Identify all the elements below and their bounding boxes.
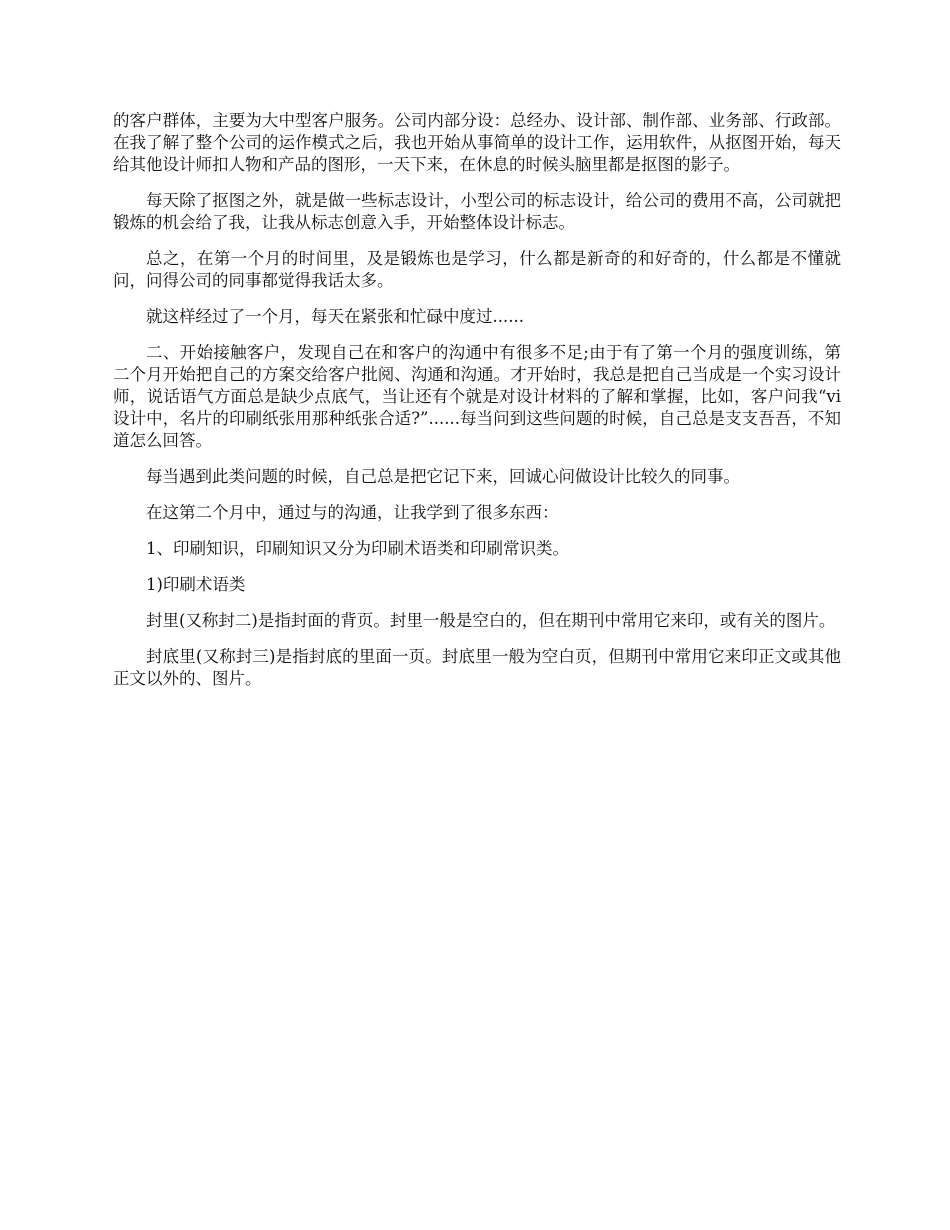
paragraph-3: 总之，在第一个月的时间里，及是锻炼也是学习，什么都是新奇的和好奇的，什么都是不懂就问，问得公司的同事都觉得我话太多。 (113, 249, 841, 290)
list-item-printing-knowledge: 1、印刷知识，印刷知识又分为印刷术语类和印刷常识类。 (146, 539, 569, 558)
paragraph-7: 在这第二个月中，通过与的沟通，让我学到了很多东西： (146, 503, 559, 522)
paragraph-5: 二、开始接触客户，发现自己在和客户的沟通中有很多不足;由于有了第一个月的强度训练，第二个月开始把自己的方案交给客户批阅、沟通和沟通。才开始时，我总是把自己当成是一个实习设计师，说话语气方面总是缺少点底气，当让还有个就是对设计材料的了解和掌握，比如，客户问我“vi设计中，名片的印刷纸张用那种纸张合适?”......每当问到这些问题的时候，自己总是支支吾吾，不知道怎么回答。 (113, 343, 841, 450)
paragraph-2: 每天除了抠图之外，就是做一些标志设计，小型公司的标志设计，给公司的费用不高，公司就把锻炼的机会给了我，让我从标志创意入手，开始整体设计标志。 (113, 191, 841, 232)
paragraph-inside-front-cover: 封里(又称封二)是指封面的背页。封里一般是空白的，但在期刊中常用它来印，或有关的图片。 (146, 611, 836, 630)
subheading-printing-terms: 1)印刷术语类 (146, 575, 246, 594)
paragraph-6: 每当遇到此类问题的时候，自己总是把它记下来，回诚心问做设计比较久的同事。 (146, 467, 740, 486)
paragraph-4: 就这样经过了一个月，每天在紧张和忙碌中度过...... (146, 307, 524, 326)
paragraph-1: 的客户群体，主要为大中型客户服务。公司内部分设：总经办、设计部、制作部、业务部、行政部。在我了解了整个公司的运作模式之后，我也开始从事简单的设计工作，运用软件，从抠图开始，每天给其他设计师扣人物和产品的图形，一天下来，在休息的时候头脑里都是抠图的影子。 (113, 111, 841, 174)
paragraph-inside-back-cover: 封底里(又称封三)是指封底的里面一页。封底里一般为空白页，但期刊中常用它来印正文或其他正文以外的、图片。 (113, 647, 841, 688)
document-body (113, 110, 841, 704)
